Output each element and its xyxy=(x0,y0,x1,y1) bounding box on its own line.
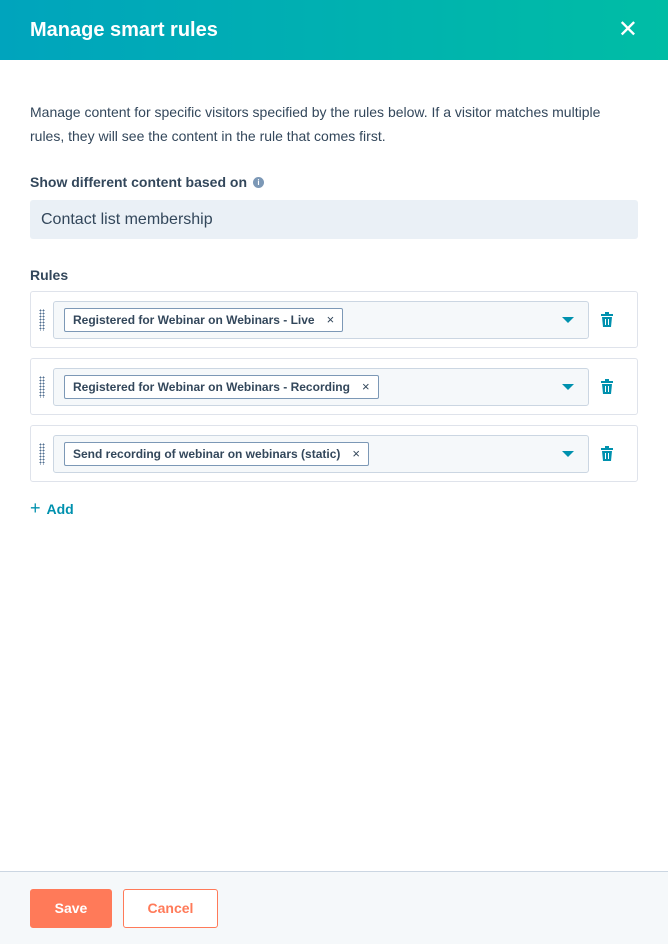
rule-row xyxy=(30,425,638,482)
info-icon[interactable]: i xyxy=(253,177,264,188)
add-rule-label: Add xyxy=(46,500,74,517)
based-on-select[interactable]: Contact list membership xyxy=(30,200,638,239)
based-on-label-text: Show different content based on xyxy=(30,174,248,190)
rule-select[interactable] xyxy=(53,435,589,473)
modal-body xyxy=(0,60,668,519)
drag-handle-icon[interactable] xyxy=(39,376,45,398)
rule-tag-label: Registered for Webinar on Webinars - Recording xyxy=(73,379,350,394)
description: Manage content for specific visitors specified by the rules below. If a visitor matches multiple rules, they will see the content in the rule that comes first. xyxy=(30,104,601,144)
rule-row xyxy=(30,358,638,415)
drag-handle-icon[interactable] xyxy=(39,309,45,331)
modal-header xyxy=(0,0,668,60)
chevron-down-icon[interactable] xyxy=(562,317,574,323)
rules-list xyxy=(30,291,638,482)
drag-handle-icon[interactable] xyxy=(39,443,45,465)
add-rule-button[interactable] xyxy=(30,498,74,519)
based-on-label xyxy=(30,174,638,190)
modal-footer xyxy=(0,871,668,944)
modal-title: Manage smart rules xyxy=(30,18,218,41)
save-button[interactable]: Save xyxy=(30,889,112,928)
rule-tag xyxy=(64,442,369,466)
rule-tag-label: Registered for Webinar on Webinars - Live xyxy=(73,312,315,327)
rule-row xyxy=(30,291,638,348)
rule-tag-label: Send recording of webinar on webinars (static) xyxy=(73,446,341,461)
remove-tag-icon[interactable]: × xyxy=(326,312,335,327)
rule-select[interactable] xyxy=(53,368,589,406)
trash-icon[interactable] xyxy=(601,379,613,394)
cancel-button[interactable]: Cancel xyxy=(123,889,218,928)
close-icon[interactable]: ✕ xyxy=(617,16,638,43)
rule-select[interactable] xyxy=(53,301,589,339)
rule-tag xyxy=(64,375,379,399)
trash-icon[interactable] xyxy=(601,312,613,327)
rule-tag xyxy=(64,308,343,332)
rules-label: Rules xyxy=(30,267,69,283)
trash-icon[interactable] xyxy=(601,446,613,461)
chevron-down-icon[interactable] xyxy=(562,451,574,457)
chevron-down-icon[interactable] xyxy=(562,384,574,390)
plus-icon: + xyxy=(30,498,41,518)
remove-tag-icon[interactable]: × xyxy=(352,446,360,461)
remove-tag-icon[interactable]: × xyxy=(361,379,370,394)
